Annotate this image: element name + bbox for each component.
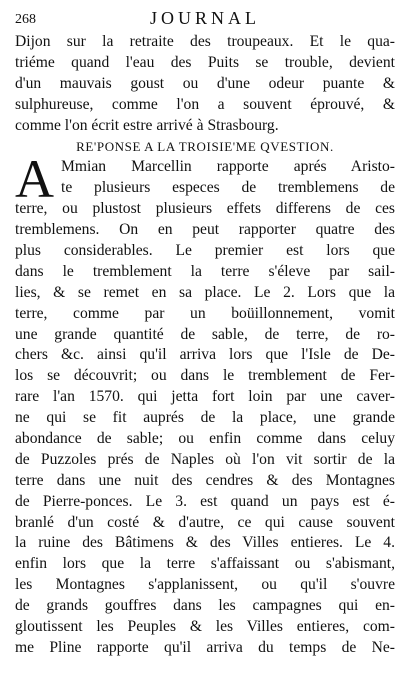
text-line: enfin lors que la terre s'affaissant ou s'abismant, [15,555,395,573]
text-line: terre dans une nuit des cendres & des Montagnes [15,471,395,489]
answer-paragraph [15,149,395,658]
text-line: Mmian Marcellin rapporte aprés Aristo- [61,158,395,176]
running-title: JOURNAL [149,8,260,28]
text-line: te plusieurs especes de tremblemens de [61,179,395,197]
text-line: de Pierre-ponces. Le 3. est quand un pays est é- [15,492,395,510]
text-line: une grande quantité de sable, de terre, de ro- [15,325,395,343]
text-line: Dijon sur la retraite des troupeaux. Et le qua- [15,33,395,50]
text-line: branlé d'un costé & d'autre, ce qui cause souvent [15,513,395,531]
drop-cap: A [15,149,54,210]
text-line: les Montagnes s'applanissent, ou qu'il s'ouvre [15,576,395,594]
text-line: chers &c. ainsi qu'il arriva lors que l'Isle de De- [15,346,395,364]
text-line: plus considerables. Le premier est lors que [15,242,395,260]
text-line: rare l'an 1570. qui jetta fort loin par une caver- [15,388,395,406]
text-line: los se découvrit; ou dans le tremblement de Fer- [15,367,395,385]
section-heading: RE'PONSE A LA TROISIE'ME QVESTION. [76,139,334,155]
text-line: triéme quand l'eau des Puits se trouble, devient [15,53,395,71]
text-line: la ruine des Bâtimens & des Villes entieres. Le 4. [15,534,395,552]
text-line: ne qui se fit auprés de la place, une grande [15,409,395,427]
text-line: comme l'on écrit estre arrivé à Strasbourg. [15,116,279,134]
text-line: de grands gouffres dans les campagnes qui en- [15,597,395,615]
text-line: lies, & se remet en sa place. Le 2. Lors que la [15,283,395,301]
text-before-heading [15,32,395,136]
page-number: 268 [15,12,36,27]
text-line: terre, comme par un boüillonnement, vomit [15,304,395,322]
text-line: abondance de sable; ou enfin comme dans celuy [15,430,395,448]
text-line: sulphureuse, comme l'on a souvent éprouvé, & [15,95,395,113]
text-line: terre, ou plustost plusieurs effets differens de ces [15,200,395,218]
text-line: me Pline rapporte qu'il arriva du temps de Ne- [15,638,395,656]
text-line: gloutissent les Peuples & les Villes entieres, com- [15,618,395,636]
text-line: de Puzzoles prés de Naples où l'on vit sortir de la [15,450,395,468]
text-line: tremblemens. On en peut rapporter quatre des [15,221,395,239]
text-line: d'un mauvais goust ou d'une odeur puante & [15,74,395,92]
page-header [15,8,395,32]
text-line: dans le tremblement la terre s'éleve par sail- [15,262,395,280]
